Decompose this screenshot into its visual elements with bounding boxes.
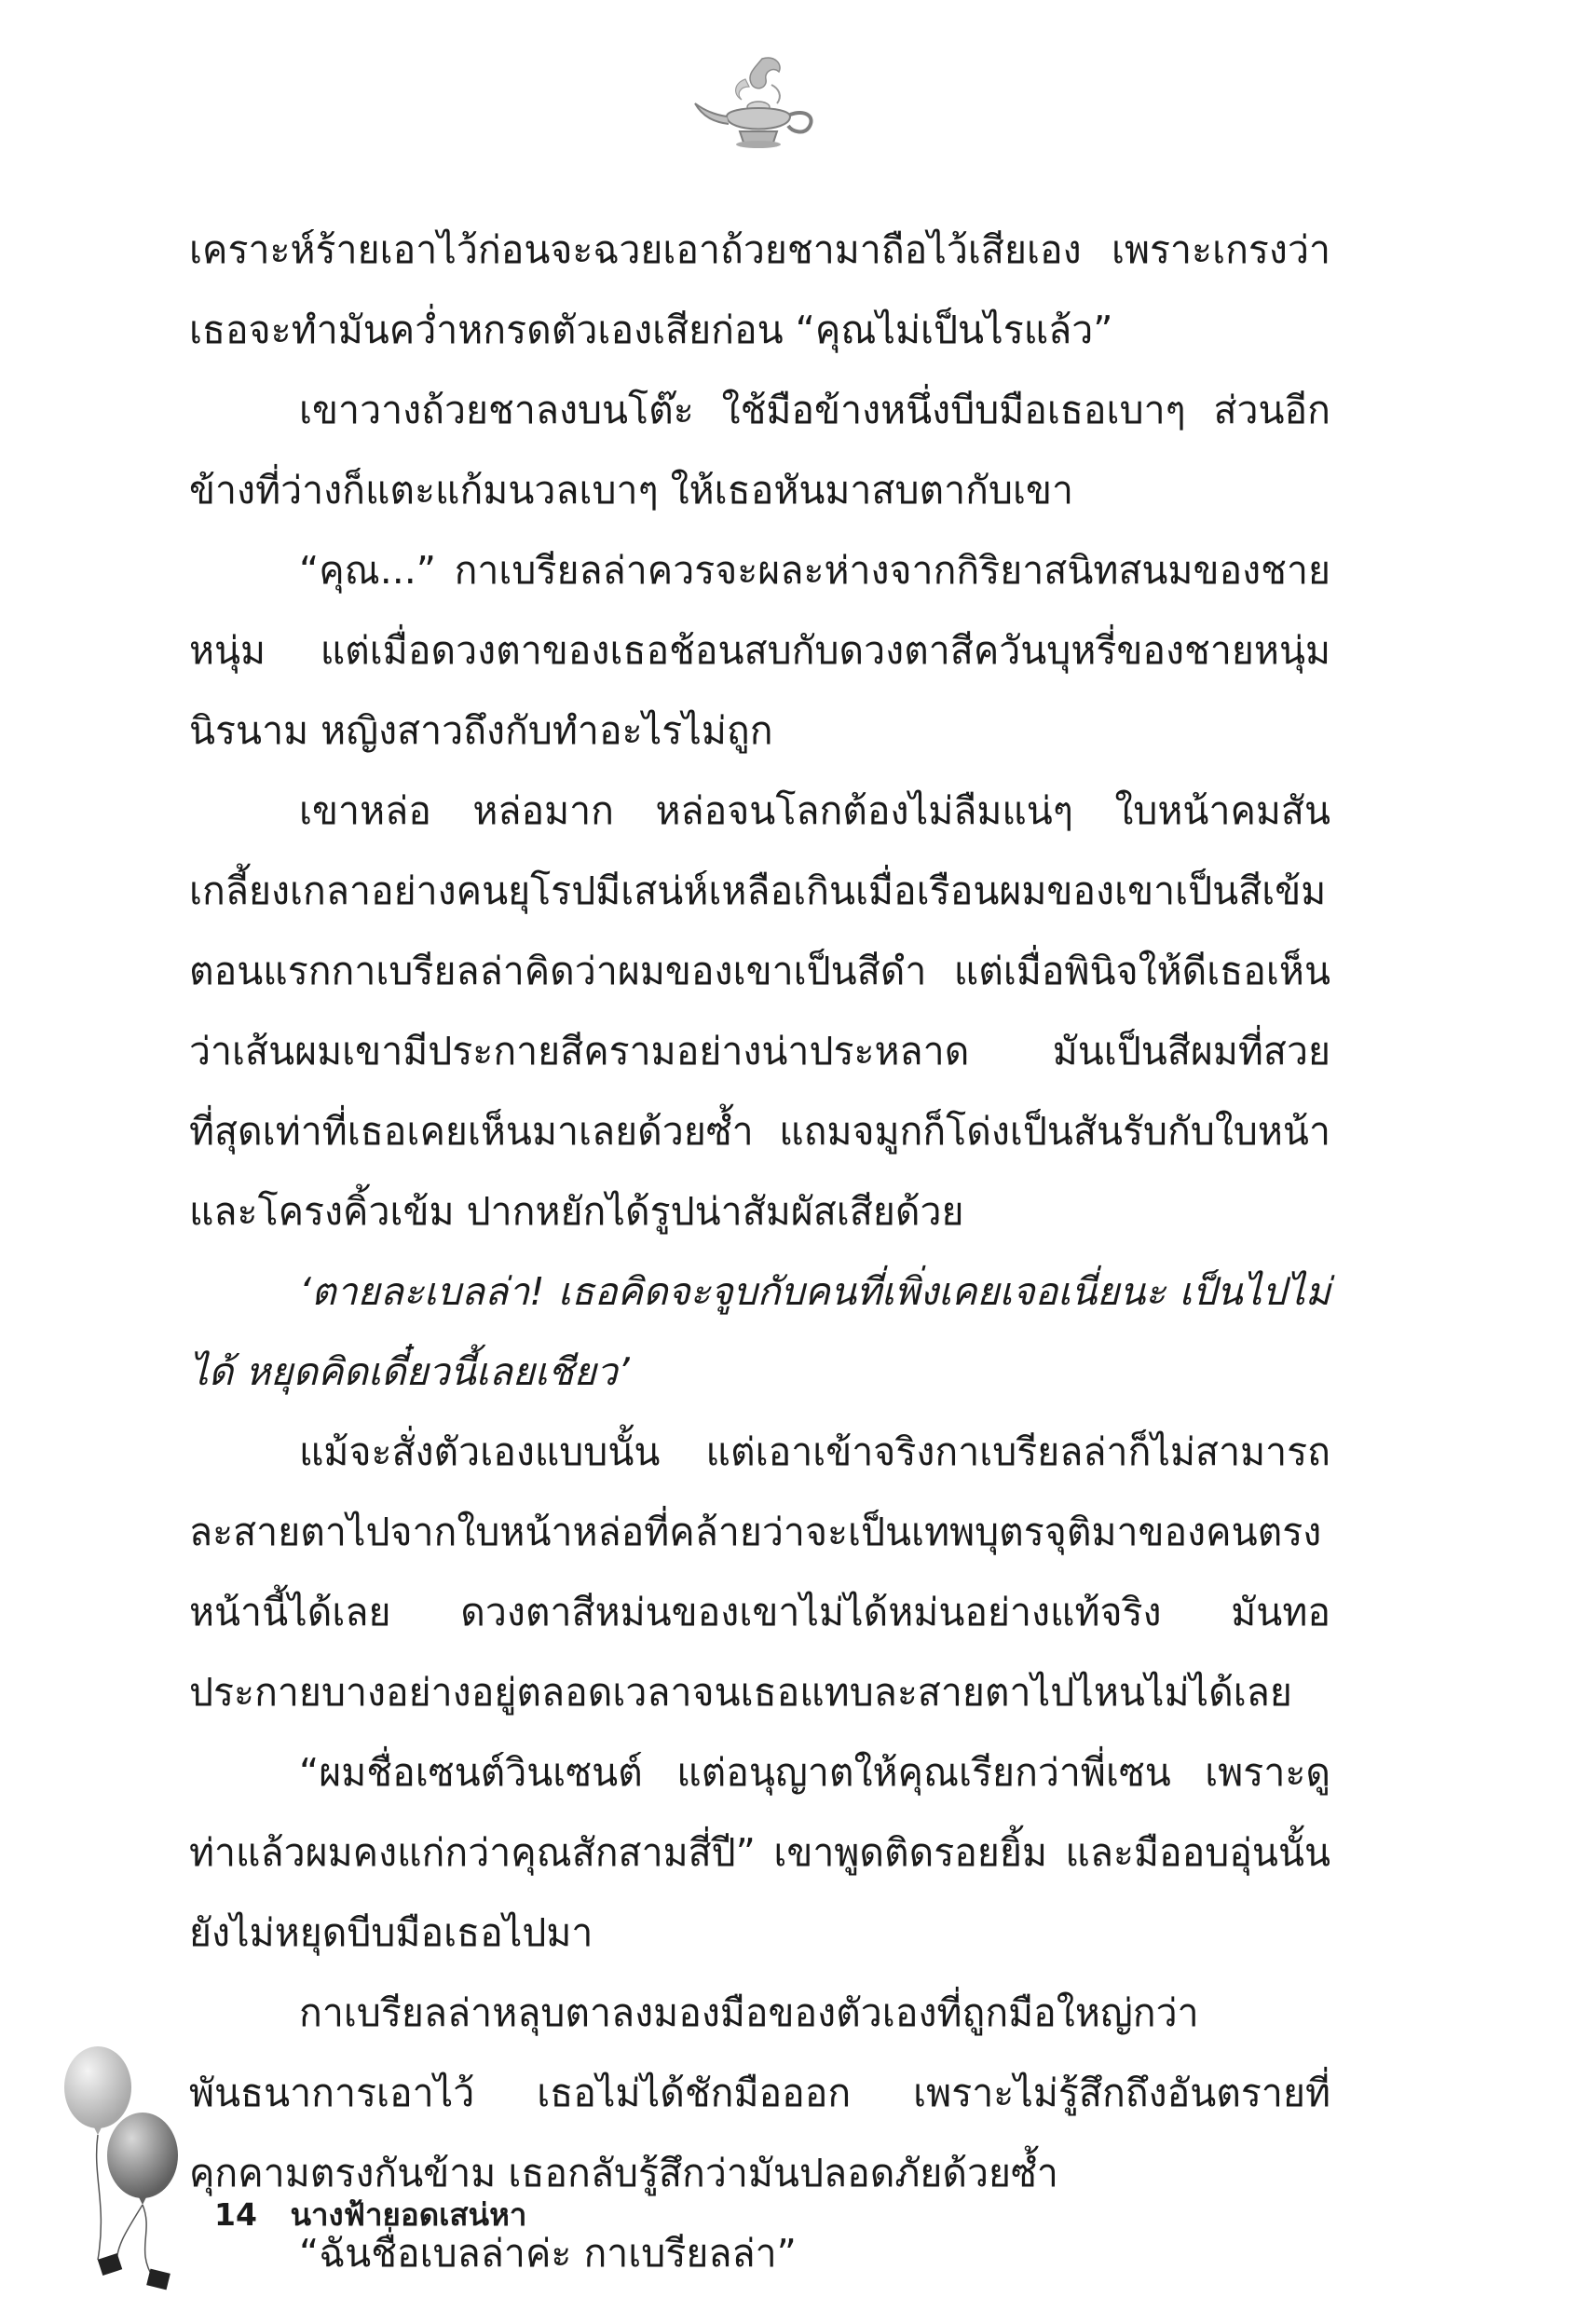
paragraph: เขาวางถ้วยชาลงบนโต๊ะ ใช้มือข้างหนึ่งบีบมือเธอเบาๆ ส่วนอีกข้างที่ว่างก็แตะแก้มนวลเบาๆ ให้เธอหันมาสบตากับเขา [189,388,1330,513]
paragraph: “คุณ...” กาเบรียลล่าควรจะผละห่างจากกิริยาสนิทสนมของชายหนุ่ม แต่เมื่อดวงตาของเธอช้อนสบกับดวงตาสีควันบุหรี่ของชายหนุ่มนิรนาม หญิงสาวถึงกับทำอะไรไม่ถูก [189,548,1330,753]
book-title: นางฟ้ายอดเสน่หา [290,2196,527,2233]
paragraph: เขาหล่อ หล่อมาก หล่อจนโลกต้องไม่ลืมแน่ๆ ใบหน้าคมสันเกลี้ยงเกลาอย่างคนยุโรปมีเสน่ห์เหลือเกินเมื่อเรือนผมของเขาเป็นสีเข้มตอนแรกกาเบรียลล่าคิดว่าผมของเขาเป็นสีดำ แต่เมื่อพินิจให้ดีเธอเห็นว่าเส้นผมเขามีประกายสีครามอย่างน่าประหลาด มันเป็นสีผมที่สวยที่สุดเท่าที่เธอเคยเห็นมาเลยด้วยซ้ำ แถมจมูกก็โด่งเป็นสันรับกับใบหน้าและโครงคิ้วเข้ม ปากหยักได้รูปน่าสัมผัสเสียด้วย [189,788,1330,1234]
paragraph: “ผมชื่อเซนต์วินเซนต์ แต่อนุญาตให้คุณเรียกว่าพี่เซน เพราะดูท่าแล้วผมคงแก่กว่าคุณสักสามสี่ปี” เขาพูดติดรอยยิ้ม และมืออบอุ่นนั้นยังไม่หยุดบีบมือเธอไปมา [189,1750,1330,1955]
page-footer [214,2190,526,2239]
paragraph-italic-thought: ‘ตายละเบลล่า! เธอคิดจะจูบกับคนที่เพิ่งเคยเจอเนี่ยนะ เป็นไปไม่ได้ หยุดคิดเดี๋ยวนี้เลยเชียว’ [189,1269,1330,1394]
paragraph: เคราะห์ร้ายเอาไว้ก่อนจะฉวยเอาถ้วยชามาถือไว้เสียเอง เพราะเกรงว่าเธอจะทำมันคว่ำหกรดตัวเองเสียก่อน “คุณไม่เป็นไรแล้ว” [189,227,1330,352]
paragraph: “ฉันชื่อเบลล่าค่ะ กาเบรียลล่า” [299,2231,797,2276]
paragraph: กาเบรียลล่าหลุบตาลงมองมือของตัวเองที่ถูกมือใหญ่กว่าพันธนาการเอาไว้ เธอไม่ได้ชักมือออก เพราะไม่รู้สึกถึงอันตรายที่คุกคามตรงกันข้าม เธอกลับรู้สึกว่ามันปลอดภัยด้วยซ้ำ [189,1990,1330,2195]
paragraph: แม้จะสั่งตัวเองแบบนั้น แต่เอาเข้าจริงกาเบรียลล่าก็ไม่สามารถละสายตาไปจากใบหน้าหล่อที่คล้ายว่าจะเป็นเทพบุตรจุติมาของคนตรงหน้านี้ได้เลย ดวงตาสีหม่นของเขาไม่ได้หม่นอย่างแท้จริง มันทอประกายบางอย่างอยู่ตลอดเวลาจนเธอแทบละสายตาไปไหนไม่ได้เลย [189,1429,1330,1715]
teapot-genie-ornament-icon [689,51,829,163]
body-text [189,210,1330,2293]
page-number: 14 [214,2196,257,2233]
balloons-icon [51,2045,210,2297]
